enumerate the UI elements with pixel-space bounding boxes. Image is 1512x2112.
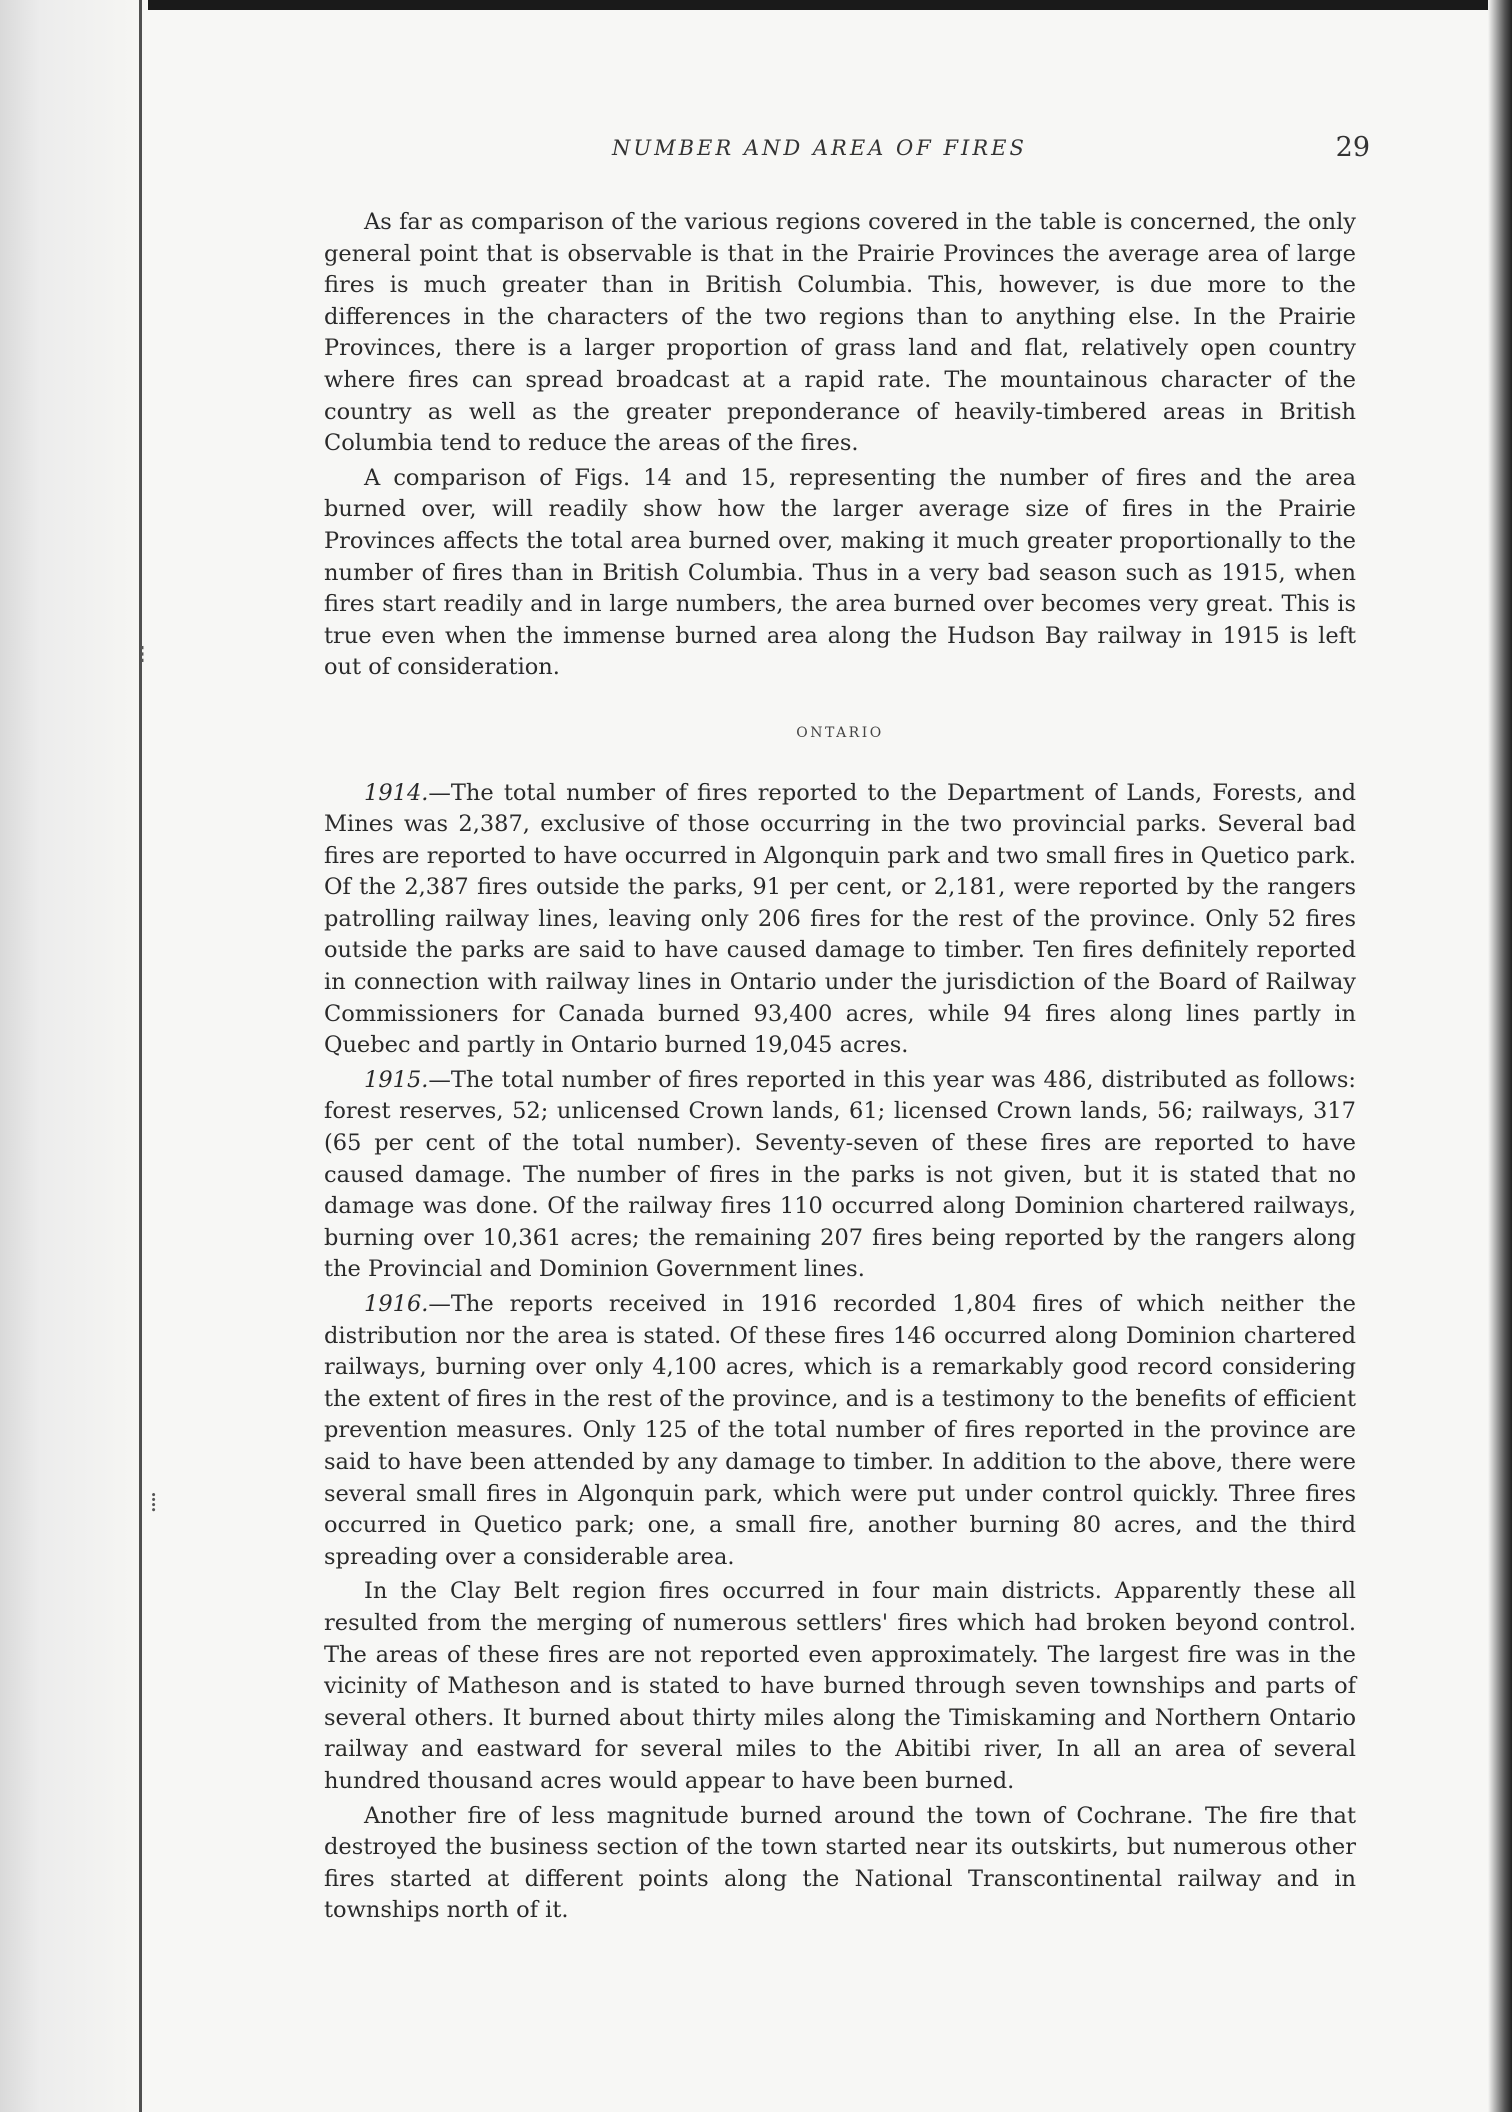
year-label: 1914. [364, 779, 429, 806]
section-heading: ONTARIO [796, 724, 884, 741]
paragraph: In the Clay Belt region fires occurred in four main districts. Apparently these all resulted from the merging of numerous settlers' fires which had broken beyond control. The areas of these fires are not reported even approximately. The largest fire was in the vicinity of Matheson and is stated to have burned through seven townships and parts of several others. It burned about thirty miles along the Timiskaming and Northern Ontario railway and eastward for several miles to the Abitibi river, In all an area of several hundred thousand acres would appear to have been burned. [324, 1578, 1356, 1794]
paragraph-text: —The total number of fires reported to the Department of Lands, Forests, and Mines was 2,387, exclusive of those occurring in the two provincial parks. Several bad fires are reported to have occurred in Algonquin park and two small fires in Quetico park. Of the 2,387 fires outside the parks, 91 per cent, or 2,181, were reported by the rangers patrolling railway lines, leaving only 206 fires for the rest of the province. Only 52 fires outside the parks are said to have caused damage to timber. Ten fires definitely reported in connection with railway lines in Ontario under the jurisdiction of the Board of Railway Commissioners for Canada burned 93,400 acres, while 94 fires along lines partly in Quebec and partly in Ontario burned 19,045 acres. [324, 779, 1356, 1059]
paragraph-1915 [324, 1065, 1356, 1286]
binding-gutter [0, 0, 148, 2112]
paragraph-1916 [324, 1289, 1356, 1573]
paragraph: As far as comparison of the various regions covered in the table is concerned, the only general point that is observable is that in the Prairie Provinces the average area of large fires is much greater than in British Columbia. This, however, is due more to the differences in the characters of the two regions than to anything else. In the Prairie Provinces, there is a larger proportion of grass land and flat, relatively open country where fires can spread broadcast at a rapid rate. The mountainous character of the country as well as the greater preponderance of heavily-timbered areas in British Columbia tend to reduce the areas of the fires. [324, 209, 1356, 457]
paragraph-text: —The total number of fires reported in this year was 486, distributed as follows: forest reserves, 52; unlicensed Crown lands, 61; licensed Crown lands, 56; railways, 317 (65 per cent of the total number). Seventy-seven of these fires are reported to have caused damage. The number of fires in the parks is not given, but it is stated that no damage was done. Of the railway fires 110 occurred along Dominion chartered railways, burning over 10,361 acres; the remaining 207 fires being reported by the rangers along the Provincial and Dominion Government lines. [324, 1066, 1356, 1283]
margin-mark-icon: ⁞ [150, 1488, 158, 1518]
year-label: 1915. [364, 1066, 429, 1093]
paragraph: A comparison of Figs. 14 and 15, representing the number of fires and the area burned over, will readily show how the larger average size of fires in the Prairie Provinces affects the total area burned over, making it much greater proportionally to the number of fires than in British Columbia. Thus in a very bad season such as 1915, when fires start readily and in large numbers, the area burned over becomes very great. This is true even when the immense burned area along the Hudson Bay railway in 1915 is left out of consideration. [324, 464, 1356, 681]
running-head-title: NUMBER AND AREA OF FIRES [612, 136, 1027, 160]
scan-top-border [0, 0, 1512, 10]
year-label: 1916. [364, 1291, 429, 1317]
scan-right-border [1488, 0, 1512, 2112]
paragraph-1914 [324, 778, 1356, 1062]
page-number: 29 [1335, 132, 1370, 163]
margin-mark-icon: ⁝ [138, 640, 147, 670]
gutter-line [139, 0, 142, 2112]
running-head [300, 132, 1370, 170]
body-text [324, 207, 1356, 1930]
paragraph-text: —The reports received in 1916 recorded 1,804 fires of which neither the distribution nor the area is stated. Of these fires 146 occurred along Dominion chartered railways, burning over only 4,100 acres, which is a remarkably good record considering the extent of fires in the rest of the province, and is a testimony to the benefits of efficient prevention measures. Only 125 of the total number of fires reported in the province are said to have been attended by any damage to timber. In addition to the above, there were several small fires in Algonquin park, which were put under control quickly. Three fires occurred in Quetico park; one, a small fire, another burning 80 acres, and the third spreading over a considerable area. [324, 1291, 1356, 1570]
paragraph: Another fire of less magnitude burned around the town of Cochrane. The fire that destroyed the business section of the town started near its outskirts, but numerous other fires started at different points along the National Transcontinental railway and in townships north of it. [324, 1802, 1356, 1924]
